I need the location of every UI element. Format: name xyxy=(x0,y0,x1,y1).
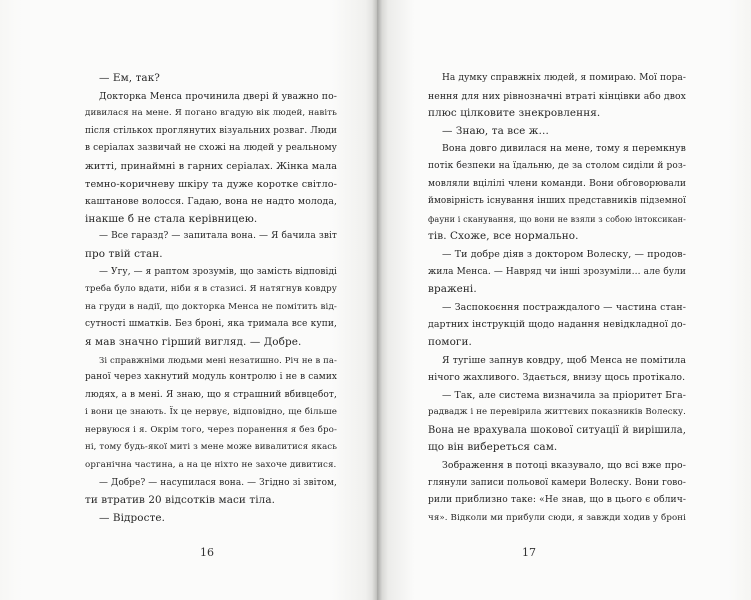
text-line: Зі справжніми людьми мені незатишно. Річ не в па- xyxy=(99,354,337,365)
text-line: тів. Схоже, все нормально. xyxy=(428,230,579,243)
text-line: на груди в надії, що докторка Менса не помітить від- xyxy=(85,301,337,312)
text-line: плюс цілковите знекровлення. xyxy=(428,107,601,120)
text-line: нічого жахливого. Здається, внизу щось протікало. xyxy=(428,372,686,384)
text-line: чя». Відколи ми прибули сюди, я завжди ходив у броні xyxy=(428,512,686,523)
page-number: 17 xyxy=(522,546,536,559)
text-line: сутності шматків. Без броні, яка тримала все купи, xyxy=(85,319,337,330)
page-number: 16 xyxy=(200,546,214,559)
text-line: нення для них рівнозначні втраті кінцівки або двох xyxy=(428,90,686,102)
text-line: Докторка Менса прочинила двері й уважно по- xyxy=(99,90,337,102)
text-line: жила Менса. — Навряд чи інші зрозуміли… але були xyxy=(428,266,686,277)
left-page-text xyxy=(85,70,337,527)
text-line: Я тугіше запнув ковдру, щоб Менса не помітила xyxy=(442,354,686,366)
text-line: — Все гаразд? — запитала вона. — Я бачила звіт xyxy=(99,231,337,242)
text-line: радвадж і не перевірила життєвих показників Волеску. xyxy=(428,407,686,418)
text-line: раної через хакнутий модуль контролю і не в самих xyxy=(85,372,337,383)
text-line: в серіалах зазвичай не схожі на людей у реальному xyxy=(85,143,337,154)
text-line: житті, принаймні в гарних серіалах. Жінка мала xyxy=(85,160,337,172)
text-line: треба було вдати, ніби я в стазисі. Я натягнув ковдру xyxy=(85,284,337,295)
text-line: каштанове волосся. Гадаю, вона не надто молода, xyxy=(85,196,337,208)
text-line: — Відросте. xyxy=(99,511,166,524)
text-line: — Так, але система визначила за пріоритет Бга- xyxy=(442,389,686,401)
right-page-text xyxy=(428,70,686,527)
text-line: Зображення в потоці вказувало, що всі вже про- xyxy=(442,460,686,472)
text-line: вражені. xyxy=(428,283,477,296)
text-line: ймовірність існування інших представників підземної xyxy=(428,196,686,207)
text-line: органічна частина, а на це ніхто не захоче дивитися. xyxy=(85,460,337,471)
text-line: — Ем, так? xyxy=(99,72,160,84)
text-line: нервуюся і я. Окрім того, через поранення я без бро- xyxy=(85,424,337,435)
text-line: людях, а в мені. Я знаю, що я страшний вбивцебот, xyxy=(85,389,337,400)
text-line: інакше б не стала керівницею. xyxy=(85,212,258,225)
text-line: — Ти добре діяв з доктором Волеску, — продов- xyxy=(442,248,686,260)
text-line: дивилася на мене. Я погано вгадую вік людей, навіть xyxy=(85,108,337,119)
text-line: потік безпеки на їдальню, де за столом сиділи й роз- xyxy=(428,160,686,171)
text-line: ні, тому будь-якої миті з мене може вивалитися якась xyxy=(85,442,337,453)
text-line: — Знаю, та все ж… xyxy=(442,124,549,137)
text-line: і вони це знають. Їх це нервує, відповідно, ще більше xyxy=(85,407,337,418)
text-line: помоги. xyxy=(428,335,472,348)
text-line: про твій стан. xyxy=(85,247,163,260)
text-line: рили приблизно таке: «Не знав, що в цього є облич- xyxy=(428,495,686,506)
text-line: ти втратив 20 відсотків маси тіла. xyxy=(85,494,276,507)
text-line: після стількох проглянутих візуальних розваг. Люди xyxy=(85,125,337,136)
text-line: що він вибереться сам. xyxy=(428,441,558,454)
text-line: темно-коричневу шкіру та дуже коротке світло- xyxy=(85,178,337,190)
text-line: — Добре? — насупилася вона. — Згідно зі звітом, xyxy=(99,477,337,488)
text-line: Вона не врахувала шокової ситуації й вирішила, xyxy=(428,424,686,436)
right-page xyxy=(377,0,751,600)
text-line: фауни і сканування, що вони не взяли з собою інтоксикан- xyxy=(428,214,686,224)
text-line: Вона довго дивилася на мене, тому я перемкнув xyxy=(442,143,686,155)
text-line: я мав значно гірший вигляд. — Добре. xyxy=(85,335,302,348)
text-line: — Угу, — я раптом зрозумів, що замість відповіді xyxy=(99,266,337,277)
text-line: мовляли вцілілі члени команди. Вони обговорювали xyxy=(428,178,686,189)
text-line: глянули записи польової камери Волеску. Вони гово- xyxy=(428,477,686,488)
text-line: На думку справжніх людей, я помираю. Мої пора- xyxy=(442,73,686,83)
text-line: дартних інструкцій щодо надання невідкладної до- xyxy=(428,319,686,331)
text-line: — Заспокоєння постраждалого — частина стан- xyxy=(442,301,686,313)
